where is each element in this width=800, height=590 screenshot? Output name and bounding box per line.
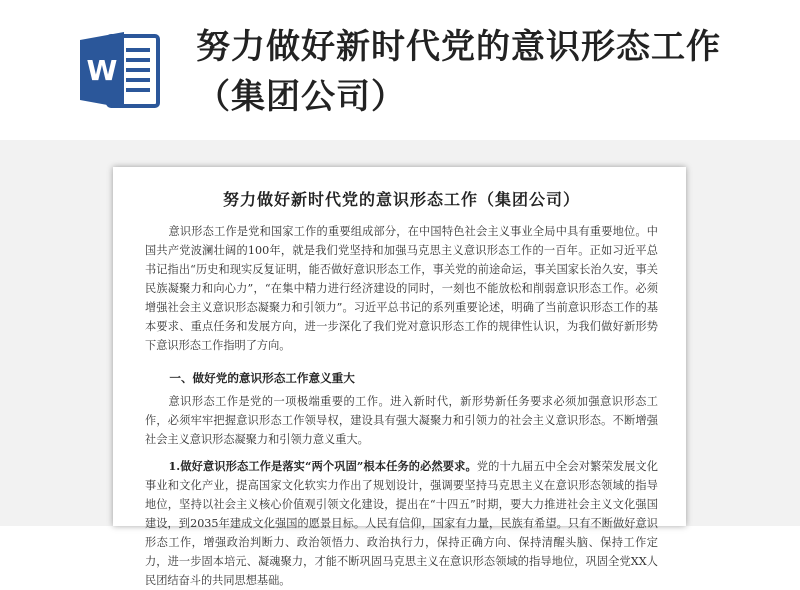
point-heading: 1.做好意识形态工作是落实“两个巩固”根本任务的必然要求。	[168, 459, 477, 473]
section-heading: 一、做好党的意识形态工作意义重大	[169, 371, 355, 385]
svg-text:W: W	[86, 54, 118, 87]
point-text: 党的十九届五中全会对繁荣发展文化事业和文化产业，提高国家文化软实力作出了规划设计，强调要坚持马克思主义在意识形态领域的指导地位，坚持以社会主义核心价值观引领文化建设，提出在“十四五”时期，要大力推进社会主义文化强国建设，到2035年建成文化强国的愿景目标。人民有信仰，国家有力量，民族有希望。只有不断做好意识形态工作，增强政治判断力、政治领悟力、政治执行力，保持正确方向、保持清醒头脑、保持工作定力，进一步固本培元、凝魂聚力，才能不断巩固马克思主义在意识形态领域的指导地位，巩固全党XX人民团结奋斗的共同思想基础。	[145, 460, 658, 587]
page-title: 努力做好新时代党的意识形态工作（集团公司）	[222, 190, 580, 209]
section-paragraph: 意识形态工作是党的一项极端重要的工作。进入新时代，新形势新任务要求必须加强意识形态工作，必须牢牢把握意识形态工作领导权，建设具有强大凝聚力和引领力的社会主义意识形态。不断增强社会主义意识形态凝聚力和引领力意义重大。	[145, 395, 658, 446]
intro-paragraph: 意识形态工作是党和国家工作的重要组成部分，在中国特色社会主义事业全局中具有重要地位。中国共产党波澜壮阔的100年，就是我们党坚持和加强马克思主义意识形态工作的一百年。正如习近平总书记指出“历史和现实反复证明，能否做好意识形态工作，事关党的前途命运，事关国家长治久安，事关民族凝聚力和向心力”，“在集中精力进行经济建设的同时，一刻也不能放松和削弱意识形态工作。必须增强社会主义意识形态凝聚力和引领力”。习近平总书记的系列重要论述，明确了当前意识形态工作的基本要求、重点任务和发展方向，进一步深化了我们党对意识形态工作的规律性认识，为我们做好新形势下意识形态工作指明了方向。	[145, 225, 658, 352]
point-paragraph	[145, 457, 658, 590]
document-page	[113, 167, 686, 587]
header	[0, 0, 800, 140]
word-icon	[78, 28, 164, 112]
document-title: 努力做好新时代党的意识形态工作（集团公司）	[196, 27, 721, 117]
